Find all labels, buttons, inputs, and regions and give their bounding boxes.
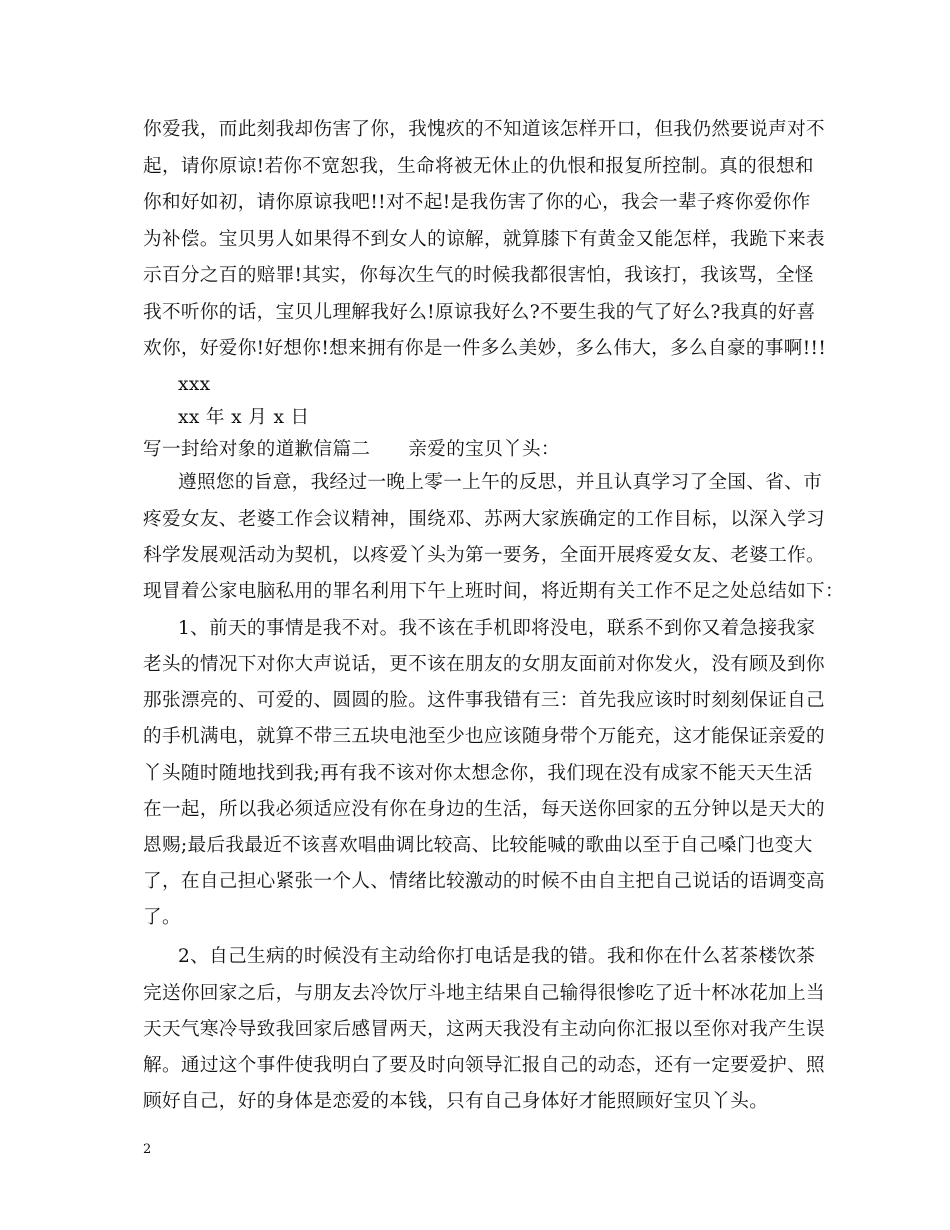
- paragraph-intro-line: 现冒着公家电脑私用的罪名利用下午上班时间，将近期有关工作不足之处总结如下：: [143, 581, 844, 602]
- signature: xxx: [178, 374, 211, 395]
- body-line: 我不听你的话，宝贝儿理解我好么!原谅我好么?不要生我的气了好么?我真的好喜: [143, 302, 816, 323]
- paragraph-1-line: 恩赐;最后我最近不该喜欢唱曲调比较高、比较能喊的歌曲以至于自己嗓门也变大: [143, 835, 813, 856]
- paragraph-2-line: 天天气寒冷导致我回家后感冒两天，这两天我没有主动向你汇报以至你对我产生误: [143, 1019, 825, 1040]
- paragraph-intro-line: 遵照您的旨意，我经过一晚上零一上午的反思，并且认真学习了全国、省、市: [178, 472, 823, 493]
- paragraph-2-line: 顾好自己，好的身体是恋爱的本钱，只有自己身体好才能照顾好宝贝丫头。: [143, 1091, 769, 1112]
- body-line: 欢你，好爱你!好想你!想来拥有你是一件多么美妙，多么伟大，多么自豪的事啊!!!: [143, 338, 827, 359]
- paragraph-1-line: 丫头随时随地找到我;再有我不该对你太想念你，我们现在没有成家不能天天生活: [143, 763, 813, 784]
- paragraph-1-line: 了。: [143, 907, 181, 928]
- paragraph-2-line: 完送你回家之后，与朋友去冷饮厅斗地主结果自己输得很惨吃了近十杯冰花加上当: [143, 983, 825, 1004]
- section-title: 写一封给对象的道歉信篇二: [143, 439, 371, 460]
- body-line: 为补偿。宝贝男人如果得不到女人的谅解，就算膝下有黄金又能怎样，我跪下来表: [143, 229, 825, 250]
- body-line: 你爱我，而此刻我却伤害了你，我愧疚的不知道该怎样开口，但我仍然要说声对不: [143, 119, 825, 140]
- paragraph-1-line: 了，在自己担心紧张一个人、情绪比较激动的时候不由自主把自己说话的语调变高: [143, 871, 825, 892]
- paragraph-1-line: 在一起，所以我必须适应没有你在身边的生活，每天送你回家的五分钟以是天大的: [143, 799, 825, 820]
- date-line: xx 年 x 月 x 日: [178, 407, 310, 428]
- page-number: 2: [143, 1142, 152, 1157]
- paragraph-1-line: 那张漂亮的、可爱的、圆圆的脸。这件事我错有三：首先我应该时时刻刻保证自己: [143, 690, 825, 711]
- body-line: 你和好如初，请你原谅我吧!!对不起!是我伤害了你的心，我会一辈子疼你爱你作: [143, 192, 811, 213]
- paragraph-1-line: 老头的情况下对你大声说话，更不该在朋友的女朋友面前对你发火，没有顾及到你: [143, 654, 825, 675]
- section-heading-line: [143, 441, 560, 460]
- paragraph-1-line: 1、前天的事情是我不对。我不该在手机即将没电，联系不到你又着急接我家: [178, 618, 816, 639]
- body-line: 起，请你原谅!若你不宽恕我，生命将被无休止的仇恨和报复所控制。真的很想和: [143, 156, 814, 177]
- salutation: 亲爱的宝贝丫头：: [408, 439, 560, 460]
- body-line: 示百分之百的赔罪!其实，你每次生气的时候我都很害怕，我该打，我该骂，全怪: [143, 265, 814, 286]
- paragraph-intro-line: 科学发展观活动为契机，以疼爱丫头为第一要务，全面开展疼爱女友、老婆工作。: [143, 545, 825, 566]
- paragraph-2-line: 2、自己生病的时候没有主动给你打电话是我的错。我和你在什么茗茶楼饮茶: [178, 946, 816, 967]
- paragraph-2-line: 解。通过这个事件使我明白了要及时向领导汇报自己的动态，还有一定要爱护、照: [143, 1055, 825, 1076]
- paragraph-intro-line: 疼爱女友、老婆工作会议精神，围绕邓、苏两大家族确定的工作目标，以深入学习: [143, 509, 825, 530]
- paragraph-1-line: 的手机满电，就算不带三五块电池至少也应该随身带个万能充，这才能保证亲爱的: [143, 726, 825, 747]
